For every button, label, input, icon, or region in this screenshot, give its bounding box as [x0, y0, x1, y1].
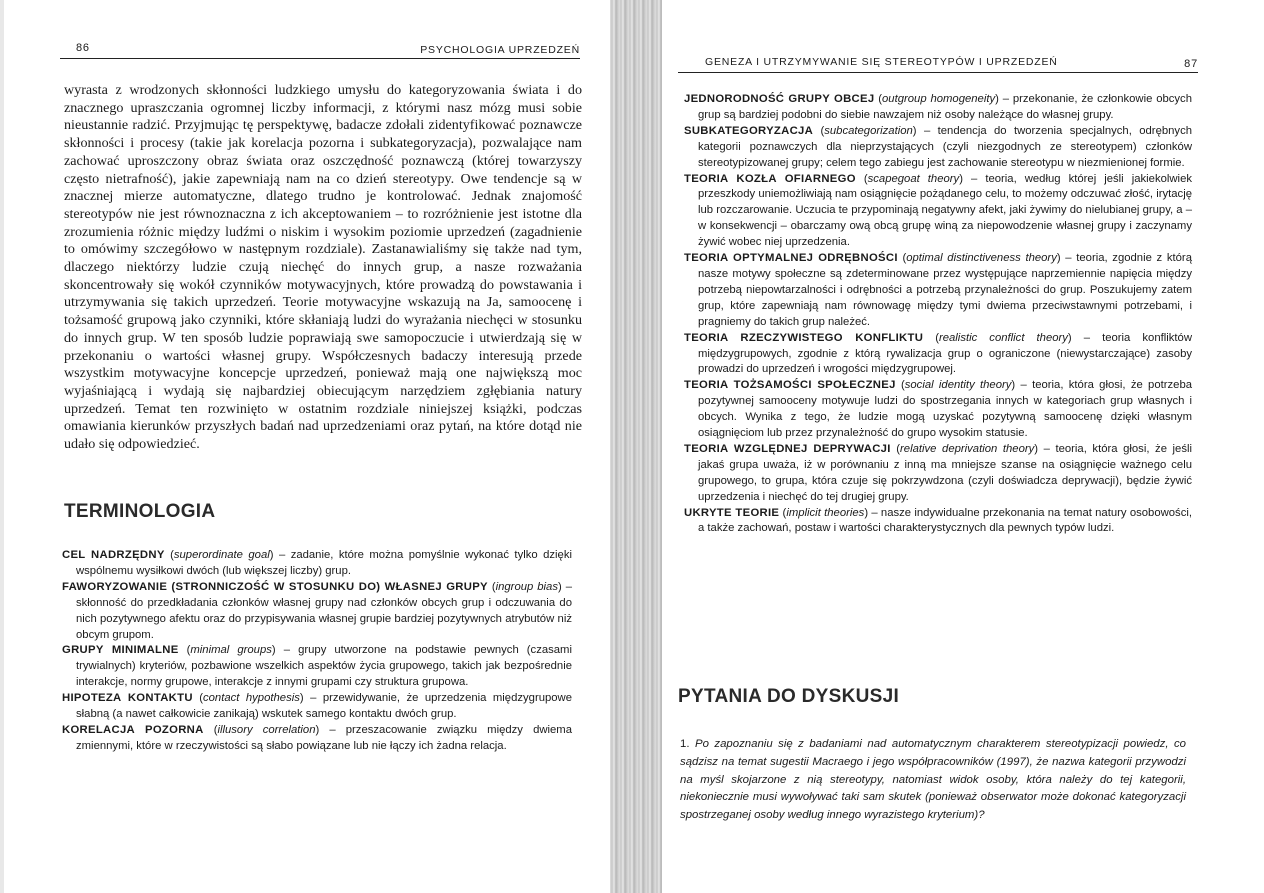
term: TEORIA WZGLĘDNEJ DEPRYWACJI: [684, 442, 891, 455]
term: TEORIA KOZŁA OFIARNEGO: [684, 172, 856, 185]
term: FAWORYZOWANIE (STRONNICZOŚĆ W STOSUNKU DO) WŁASNEJ GRUPY: [62, 580, 488, 593]
body-paragraph: wyrasta z wrodzonych skłonności ludzkiego umysłu do kategoryzowania świata i do znacznego upraszczania ogromnej liczby informacji, z którymi nasz mózg musi sobie nieustannie radzić. Przyjmując tę perspektywę, badacze zdołali zidentyfikować poznawcze skłonności i procesy (takie jak korelacja pozorna i subkategoryzacja), pozwalające nam zachować uproszczony obraz świata oraz oszczędność poznawczą (której towarzyszy często nietrafność), jakie zapewniają nam na co dzień stereotypy. Owe tendencje są w znacznej mierze automatyczne, dlatego trudno je kontrolować. Jednak znajomość stereotypów nie jest równoznaczna z ich akceptowaniem – to rozróżnienie jest istotne dla zrozumienia różnic między ludźmi o niskim i wysokim poziomie uprzedzeń (zagadnienie to omówimy szczegółowo w następnym rozdziale). Zastanawialiśmy się także nad tym, dlaczego niektórzy ludzie czują niechęć do innych grup, a nasze rozważania skoncentrowały się wokół czynników motywacyjnych, które prowadzą do powstawania i utrzymywania się takich uprzedzeń. Teorie motywacyjne wskazują na Ja, samoocenę i tożsamość grupową jako czynniki, które skłaniają ludzi do wyrażania niechęci w stosunku do innych grup. W ten sposób ludzie poprawiają swe samopoczucie i utwierdzają się w przekonaniu o wartości własnej grupy. Współczesnych badaczy interesują przede wszystkim motywacyjne koncepcje uprzedzeń, ponieważ mają one największą moc wyjaśniającą i wydają się najbardziej obiecującym narzędziem zgłębiania natury uprzedzeń. Temat ten rozwinięto w ostatnim rozdziale niniejszej książki, podczas omawiania kierunków przyszłych badań nad uprzedzeniami oraz pytań, na które dotąd nie udało się odpowiedzieć.: [64, 82, 582, 453]
term: TEORIA RZECZYWISTEGO KONFLIKTU: [684, 331, 924, 344]
term-definition: przewidywanie, że uprzedzenia międzygrupowe słabną (a nawet całkowicie zanikają) wskutek samego kontaktu dwóch grup.: [76, 692, 572, 721]
term-english: contact hypothesis: [203, 692, 300, 705]
glossary-entry: CEL NADRZĘDNY (superordinate goal) – zadanie, które można pomyślnie wykonać tylko dzięki wspólnemu wysiłkowi dwóch (lub większej liczby) grup.: [62, 549, 572, 577]
glossary-entry: UKRYTE TEORIE (implicit theories) – nasze indywidualne przekonania na temat natury osobowości, a także zachowań, postaw i wartości charakterystycznych dla pewnych typów ludzi.: [684, 506, 1192, 535]
right-running-header: [678, 40, 1198, 73]
glossary-entry: TEORIA TOŻSAMOŚCI SPOŁECZNEJ (social identity theory) – teoria, która głosi, że potrzeba pozytywnej samooceny motywuje ludzi do spostrzegania innych w kategoriach grup własnych i obcych. Wynika z tego, że ludzie mogą uzyskać pozytywną samoocenę dzięki własnym osiągnięciom lub przez przynależność do grupo wysokim statusie.: [684, 379, 1193, 440]
term-definition: skłonność do przedkładania członków własnej grupy nad członków obcych grup i odczuwania do nich pozytywnego afektu oraz do przypisywania własnej grupie bardziej pozytywnych atrybutów niż obcym grupom.: [76, 596, 572, 641]
section-title-discussion: PYTANIA DO DYSKUSJI: [678, 686, 900, 707]
term-english: implicit theories: [786, 506, 865, 519]
term-english: outgroup homogeneity: [882, 93, 996, 105]
term-definition: teoria, która głosi, że jeśli jakaś grupa uważa, iż w porównaniu z inną ma mniejsze szanse na osiągnięcie ważnego celu grupowego, to grupa, która czuje się pokrzywdzona (czyli doświadcza deprywacji), będzie żywić uprzedzenia i niechęć do tej drugiej grupy.: [698, 442, 1192, 503]
question-number: 1.: [680, 738, 690, 750]
running-head-title: PSYCHOLOGIA UPRZEDZEŃ: [420, 44, 580, 56]
term-definition: przekonanie, że członkowie obcych grup są bardziej podobni do siebie nawzajem niż osoby należące do własnej grupy.: [698, 93, 1192, 121]
term-english: illusory correlation: [217, 723, 316, 736]
term-english: optimal distinctiveness theory: [906, 252, 1057, 265]
glossary-left: [62, 548, 572, 755]
term-definition: teoria, która głosi, że potrzeba pozytywnej samooceny motywuje ludzi do spostrzegania innych w kategoriach grup własnych i obcych. Wynika z tego, że ludzie mogą uzyskać pozytywną samoocenę dzięki własnym osiągnięciom lub przez przynależność do grupo wysokim statusie.: [698, 379, 1193, 440]
term-english: superordinate goal: [173, 549, 270, 561]
term: SUBKATEGORYZACJA: [684, 124, 814, 137]
term: TEORIA TOŻSAMOŚCI SPOŁECZNEJ: [684, 379, 896, 392]
glossary-entry: TEORIA WZGLĘDNEJ DEPRYWACJI (relative deprivation theory) – teoria, która głosi, że jeśli jakaś grupa uważa, iż w porównaniu z inną ma mniejsze szanse na osiągnięcie ważnego celu grupowego, to grupa, która czuje się pokrzywdzona (czyli doświadcza deprywacji), będzie żywić uprzedzenia i niechęć do tej drugiej grupy.: [684, 442, 1192, 503]
glossary-entry: GRUPY MINIMALNE (minimal groups) – grupy utworzone na podstawie pewnych (czasami trywialnych) kryteriów, pozbawione wszelkich aspektów życia grupowego, takich jak bezpośrednie interakcje, normy grupowe, interakcje z innymi grupami czy struktura grupowa.: [62, 644, 572, 689]
term-definition: grupy utworzone na podstawie pewnych (czasami trywialnych) kryteriów, pozbawione wszelkich aspektów życia grupowego, takich jak bezpośrednie interakcje, normy grupowe, interakcje z innymi grupami czy struktura grupowa.: [76, 644, 572, 689]
glossary-entry: JEDNORODNOŚĆ GRUPY OBCEJ (outgroup homogeneity) – przekonanie, że członkowie obcych grup są bardziej podobni do siebie nawzajem niż osoby należące do własnej grupy.: [684, 93, 1192, 121]
term-english: minimal groups: [190, 644, 272, 657]
term: KORELACJA POZORNA: [62, 723, 204, 736]
term: TEORIA OPTYMALNEJ ODRĘBNOŚCI: [684, 252, 898, 265]
term-definition: teoria, według której jeśli jakiekolwiek przeszkody uniemożliwiają nam osiągnięcie pożądanego celu, to możemy odczuwać złość, irytację lub rozczarowanie. Uczucia te przypominają negatywny afekt, jaki żywimy do nielubianej grupy, a – w konsekwencji – obarczamy ową obcą grupę winą za niepowodzenie własnej grupy i zaczynamy żywić wobec niej uprzedzenia.: [698, 172, 1192, 249]
term-english: relative deprivation theory: [900, 442, 1035, 455]
glossary-entry: HIPOTEZA KONTAKTU (contact hypothesis) – przewidywanie, że uprzedzenia międzygrupowe słabną (a nawet całkowicie zanikają) wskutek samego kontaktu dwóch grup.: [62, 692, 572, 721]
term-definition: nasze indywidualne przekonania na temat natury osobowości, a także zachowań, postaw i wartości charakterystycznych dla pewnych typów ludzi.: [698, 506, 1192, 535]
term-definition: teoria, zgodnie z którą nasze motywy społeczne są zdeterminowane przez występujące naprzemiennie napięcia między potrzebą niepowtarzalności i odrębności a potrzebą przynależności do grup. Poszukujemy zatem grup, które zapewniają nam równowagę między tymi dwiema przeciwstawnymi potrzebami, i pragniemy do takich grup należeć.: [698, 252, 1192, 328]
page-number: 87: [1184, 58, 1198, 70]
right-page: [678, 0, 1198, 893]
term: GRUPY MINIMALNE: [62, 644, 179, 657]
glossary-entry: TEORIA KOZŁA OFIARNEGO (scapegoat theory) – teoria, według której jeśli jakiekolwiek przeszkody uniemożliwiają nam osiągnięcie pożądanego celu, to możemy odczuwać złość, irytację lub rozczarowanie. Uczucia te przypominają negatywny afekt, jaki żywimy do nielubianej grupy, a – w konsekwencji – obarczamy ową obcą grupę winą za niepowodzenie własnej grupy i zaczynamy żywić wobec niej uprzedzenia.: [684, 172, 1192, 249]
glossary-entry: FAWORYZOWANIE (STRONNICZOŚĆ W STOSUNKU DO) WŁASNEJ GRUPY (ingroup bias) – skłonność do przedkładania członków własnej grupy nad członków obcych grup i odczuwania do nich pozytywnego afektu oraz do przypisywania własnej grupie bardziej pozytywnych atrybutów niż obcym grupom.: [62, 580, 572, 641]
glossary-entry: KORELACJA POZORNA (illusory correlation) – przeszacowanie związku między dwiema zmiennymi, które w rzeczywistości są słabo powiązane lub nie łączy ich żadna relacja.: [62, 723, 572, 752]
question-text: Po zapoznaniu się z badaniami nad automatycznym charakterem stereotypizacji powiedz, co sądzisz na temat sugestii Macraego i jego współpracowników (1997), że nazwa kategorii przywodzi na myśl skojarzone z nią stereotypy, natomiast widok osoby, która należy do tej kategorii, niekoniecznie musi wywoływać taki sam skutek (ponieważ obserwator może dokonać kategoryzacji spostrzeganej osoby według innego wyrazistego kryterium)?: [680, 738, 1186, 822]
section-title-terminology: TERMINOLOGIA: [64, 501, 216, 522]
term: JEDNORODNOŚĆ GRUPY OBCEJ: [684, 93, 875, 105]
term-definition: przeszacowanie związku między dwiema zmiennymi, które w rzeczywistości są słabo powiązane lub nie łączy ich żadna relacja.: [76, 723, 572, 752]
glossary-entry: TEORIA OPTYMALNEJ ODRĘBNOŚCI (optimal distinctiveness theory) – teoria, zgodnie z którą nasze motywy społeczne są zdeterminowane przez występujące naprzemiennie napięcia między potrzebą niepowtarzalności i odrębności a potrzebą przynależności do grup. Poszukujemy zatem grup, które zapewniają nam równowagę między tymi dwiema przeciwstawnymi potrzebami, i pragniemy do takich grup należeć.: [684, 252, 1192, 328]
term-english: subcategorization: [824, 124, 913, 137]
term-definition: teoria konfliktów międzygrupowych, zgodnie z którą rywalizacja grup o ograniczone (niewystarczające) zasoby prowadzi do uprzedzeń i wrogości międzygrupowej.: [698, 331, 1192, 376]
page-number: 86: [76, 42, 90, 54]
scan-left-edge: [0, 0, 4, 893]
term-definition: tendencja do tworzenia specjalnych, odrębnych kategorii poznawczych dla nieprzystających (czyli niezgodnych ze stereotypem) członków stereotypizowanej grupy; celem tego zabiegu jest zachowanie stereotypu w niezmienionej formie.: [698, 124, 1192, 169]
term: UKRYTE TEORIE: [684, 506, 780, 519]
book-spine-shadow: [610, 0, 662, 893]
term-english: ingroup bias: [495, 580, 558, 593]
term: HIPOTEZA KONTAKTU: [62, 692, 193, 705]
term-definition: zadanie, które można pomyślnie wykonać tylko dzięki wspólnemu wysiłkowi dwóch (lub większej liczby) grup.: [76, 549, 572, 577]
term-english: realistic conflict theory: [938, 331, 1068, 344]
term: CEL NADRZĘDNY: [62, 549, 165, 561]
glossary-entry: TEORIA RZECZYWISTEGO KONFLIKTU (realistic conflict theory) – teoria konfliktów międzygrupowych, zgodnie z którą rywalizacja grup o ograniczone (niewystarczające) zasoby prowadzi do uprzedzeń i wrogości międzygrupowej.: [684, 331, 1192, 376]
glossary-right: [684, 92, 1192, 537]
glossary-entry: SUBKATEGORYZACJA (subcategorization) – tendencja do tworzenia specjalnych, odrębnych kategorii poznawczych dla nieprzystających (czyli niezgodnych ze stereotypem) członków stereotypizowanej grupy; celem tego zabiegu jest zachowanie stereotypu w niezmienionej formie.: [684, 124, 1192, 169]
left-page: [60, 0, 580, 893]
running-head-title: GENEZA I UTRZYMYWANIE SIĘ STEREOTYPÓW I UPRZEDZEŃ: [705, 56, 1058, 68]
left-running-header: [60, 38, 580, 59]
term-english: scapegoat theory: [867, 172, 960, 185]
discussion-question: [680, 736, 1186, 825]
term-english: social identity theory: [904, 379, 1012, 392]
